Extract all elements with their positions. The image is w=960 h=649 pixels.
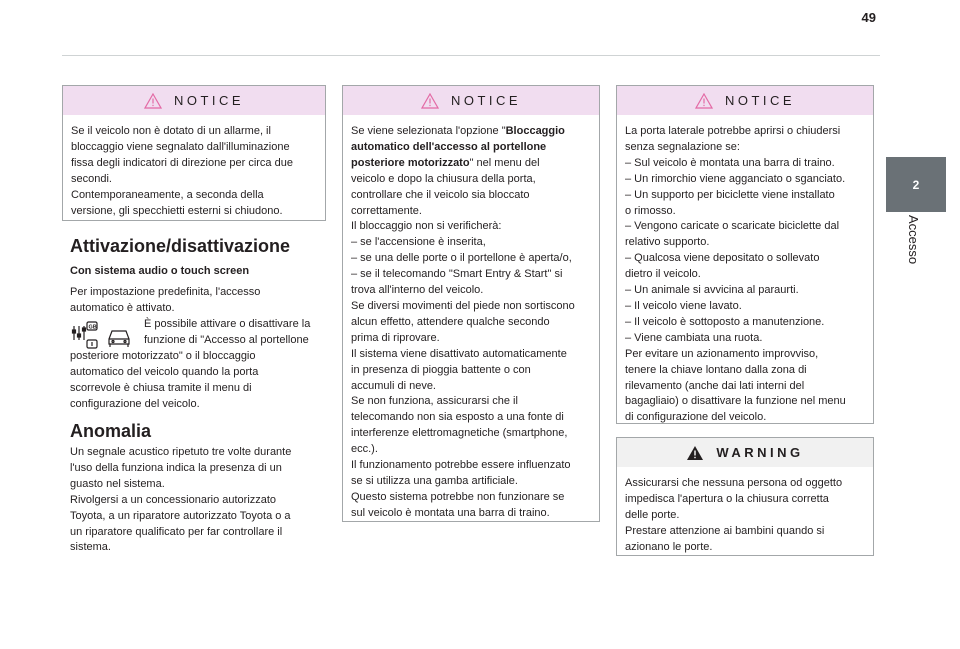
warning-title: WARNING: [716, 445, 804, 460]
text-line: versione, gli specchietti esterni si chiudono.: [71, 204, 283, 217]
text-line: – Un rimorchio viene agganciato o sganciato.: [625, 172, 846, 185]
text-line: automatico è attivato.: [70, 301, 175, 314]
notice-body: [617, 115, 873, 434]
text-line: [351, 124, 591, 140]
text-line: – se l'accensione è inserita,: [351, 236, 486, 249]
text-line: controllare che il veicolo sia bloccato: [351, 188, 530, 201]
text-line: – Un animale si avvicina al paraurti.: [625, 284, 799, 297]
text-line: telecomando non sia esposto a una fonte di: [351, 411, 564, 424]
notice-header: [63, 86, 325, 115]
text-line: – Un supporto per biciclette viene installato: [625, 188, 835, 201]
activation-rest: [70, 349, 326, 413]
notice-box-side-door: [616, 85, 874, 424]
text-line: Per evitare un azionamento improvviso,: [625, 347, 819, 360]
text-line: bagagliaio) o disattivare la funzione nel menu: [625, 395, 846, 408]
warning-body: [617, 467, 873, 564]
text-line: dietro il veicolo.: [625, 268, 701, 281]
text-line: La porta laterale potrebbe aprirsi o chiudersi: [625, 125, 841, 137]
notice-box-alarm: [62, 85, 326, 221]
text-line: interferenze elettromagnetiche (smartphone,: [351, 427, 568, 440]
text-line: trova all'interno del veicolo.: [351, 284, 484, 297]
anomaly-text: [70, 445, 326, 556]
text-line: tenere la chiave lontano dalla zona di: [625, 363, 807, 376]
text-line: guasto nel sistema.: [70, 477, 165, 490]
text-line: Il bloccaggio non si verificherà:: [351, 220, 502, 233]
text-line: Se diversi movimenti del piede non sortiscono: [351, 299, 575, 312]
text-line: azionano le porte.: [625, 540, 713, 553]
text-line: – se una delle porte o il portellone è aperta/o,: [351, 252, 572, 265]
activation-icon-text: [144, 317, 334, 349]
text-line: [351, 140, 591, 156]
text-line: alcun effetto, attendere qualche secondo: [351, 315, 550, 328]
text-line: bloccaggio viene segnalato dall'illuminazione: [71, 140, 290, 153]
warning-header: [617, 438, 873, 467]
text-line: Assicurarsi che nessuna persona od oggetto: [625, 477, 843, 489]
notice-title: NOTICE: [450, 93, 522, 108]
text-line: un riparatore qualificato per far controllare il: [70, 525, 283, 538]
text-line: – Il veicolo viene lavato.: [625, 299, 742, 312]
svg-text:GB: GB: [88, 324, 97, 331]
text-line: Rivolgersi a un concessionario autorizzato: [70, 493, 277, 506]
chapter-number: 2: [912, 177, 920, 192]
notice-header: [343, 86, 599, 115]
text-line: Per impostazione predefinita, l'accesso: [70, 286, 261, 298]
text-segment: Se viene selezionata l'opzione ": [351, 125, 506, 137]
text-line: Contemporaneamente, a seconda della: [71, 188, 264, 201]
bold-term: automatico dell'accesso al portellone: [351, 140, 547, 153]
text-line: di configurazione del veicolo.: [625, 411, 767, 424]
text-line: l'uso della funziona indica la presenza di un: [70, 461, 282, 474]
text-line: [351, 156, 591, 172]
text-line: o rimosso.: [625, 204, 676, 217]
chapter-tab[interactable]: [886, 157, 946, 212]
text-line: Toyota, a un riparatore autorizzato Toyota o a: [70, 509, 291, 522]
notice-box-auto-lock: [342, 85, 600, 522]
text-line: accumuli di neve.: [351, 379, 436, 392]
notice-title: NOTICE: [724, 93, 796, 108]
text-line: – Qualcosa viene depositato o sollevato: [625, 252, 820, 265]
text-line: Il sistema viene disattivato automaticamente: [351, 347, 567, 360]
text-line: Prestare attenzione ai bambini quando si: [625, 524, 825, 537]
text-line: Un segnale acustico ripetuto tre volte durante: [70, 446, 292, 458]
car-icon: [106, 326, 132, 348]
notice-header: [617, 86, 873, 115]
text-line: automatico del veicolo quando la porta: [70, 365, 259, 378]
notice-title: NOTICE: [173, 93, 245, 108]
notice-body: [63, 115, 325, 227]
settings-grid-icon: [70, 320, 98, 352]
notice-body: [343, 115, 599, 530]
text-line: – se il telecomando "Smart Entry & Start" si: [351, 268, 563, 281]
text-line: rilevamento (anche dai lati interni del: [625, 379, 805, 392]
text-line: Il funzionamento potrebbe essere influenzato: [351, 459, 571, 472]
text-line: veicolo e dopo la chiusura della porta,: [351, 172, 536, 185]
text-line: correttamente.: [351, 204, 422, 217]
text-line: Se il veicolo non è dotato di un allarme, il: [71, 125, 271, 137]
text-line: senza segnalazione se:: [625, 140, 740, 153]
text-line: secondi.: [71, 172, 112, 185]
text-segment: " nel menu del: [469, 156, 540, 169]
text-line: ecc.).: [351, 443, 378, 456]
text-line: sul veicolo è montata una barra di traino.: [351, 506, 550, 519]
warning-triangle-icon: [144, 93, 162, 109]
text-line: Questo sistema potrebbe non funzionare se: [351, 490, 565, 503]
text-line: fissa degli indicatori di direzione per circa due: [71, 156, 293, 169]
section-heading-anomaly: Anomalia: [70, 421, 152, 441]
text-line: – Vengono caricate o scaricate biciclette dal: [625, 220, 840, 233]
text-line: relativo supporto.: [625, 236, 710, 249]
bold-term: Bloccaggio: [505, 125, 565, 137]
text-line: impedisca l'apertura o la chiusura corretta: [625, 492, 829, 505]
text-line: funzione di "Accesso al portellone: [144, 333, 309, 346]
text-line: – Viene cambiata una ruota.: [625, 331, 763, 344]
text-line: posteriore motorizzato" o il bloccaggio: [70, 350, 256, 362]
bold-term: posteriore motorizzato: [351, 156, 470, 169]
text-line: È possibile attivare o disattivare la: [144, 318, 311, 330]
text-line: in presenza di pioggia battente o con: [351, 363, 531, 376]
text-line: prima di riprovare.: [351, 331, 440, 344]
section-heading-activation: Attivazione/disattivazione: [70, 236, 291, 256]
subheading-audio-touchscreen: Con sistema audio o touch screen: [70, 265, 250, 277]
activation-intro: [70, 285, 326, 317]
page-number: 49: [861, 10, 876, 25]
text-line: – Sul veicolo è montata una barra di traino.: [625, 156, 835, 169]
chapter-label: Accesso: [906, 215, 921, 265]
text-line: scorrevole è chiusa tramite il menu di: [70, 381, 252, 394]
text-line: configurazione del veicolo.: [70, 397, 200, 410]
text-line: Se non funziona, assicurarsi che il: [351, 395, 518, 408]
warning-triangle-icon: [695, 93, 713, 109]
text-line: se si utilizza una gamba artificiale.: [351, 474, 518, 487]
warning-triangle-icon: [421, 93, 439, 109]
text-line: – Il veicolo è sottoposto a manutenzione.: [625, 315, 825, 328]
warning-triangle-icon: [686, 445, 704, 461]
text-line: sistema.: [70, 541, 111, 554]
text-line: delle porte.: [625, 508, 680, 521]
header-rule: [62, 55, 880, 56]
warning-box-doors: [616, 437, 874, 556]
